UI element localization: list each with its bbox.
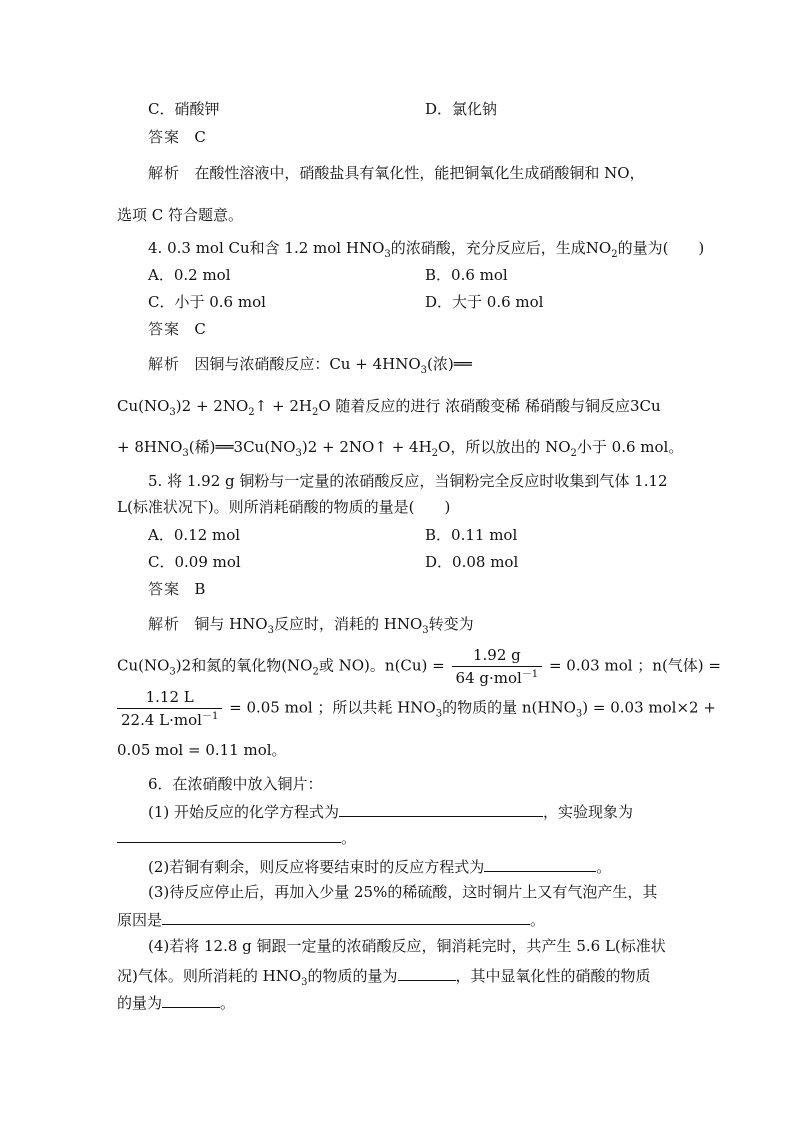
answer-value: B (194, 580, 206, 598)
equation-part: )2 (301, 438, 318, 456)
q6-text: 。 (220, 994, 236, 1012)
equation-part: + 8HNO (117, 438, 183, 456)
subscript: 3 (169, 407, 176, 418)
answer-blank[interactable] (339, 800, 543, 817)
subscript: 3 (295, 448, 302, 459)
subscript: 3 (422, 625, 429, 636)
fraction-gas (117, 688, 222, 729)
subscript: 2 (311, 407, 319, 418)
q6-stem: 6．在浓硝酸中放入铜片： (148, 775, 323, 793)
q5-analysis-line-1 (148, 614, 474, 634)
superscript: －1 (201, 711, 219, 722)
answer-blank[interactable] (162, 991, 220, 1008)
q6-text: ，实验现象为 (543, 803, 634, 821)
answer-blank[interactable] (398, 964, 456, 981)
answer-blank[interactable] (484, 855, 596, 872)
q4-answer (148, 319, 206, 339)
q6-part-3: (3)待反应停止后，再加入少量 25%的稀硫酸，这时铜片上又有气泡产生，其 (148, 883, 658, 901)
answer-blank[interactable] (162, 908, 530, 925)
q3-analysis-line-1 (148, 163, 645, 183)
equation-part: )2 (175, 397, 192, 415)
q6-text: ，其中显氧化性的硝酸的物质 (455, 967, 651, 985)
subscript: 3 (182, 448, 189, 459)
q4-stem-part: 的浓硝酸，充分反应后，生成NO (390, 239, 612, 257)
analysis-text: Cu(NO (117, 656, 170, 675)
q5-stem-line-2: L(标准状况下)。则所消耗硝酸的物质的量是( ) (117, 498, 451, 516)
equation-part: Cu(NO (117, 397, 170, 415)
equation-part: 因铜与浓硝酸反应：Cu + 4HNO (194, 355, 421, 373)
q3-option-c: C．硝酸钾 (148, 100, 220, 118)
q6-text: 。 (341, 829, 357, 847)
analysis-label: 解析 (148, 615, 181, 633)
q4-option-d: D．大于 0.6 mol (425, 293, 544, 311)
subscript: 3 (169, 666, 176, 678)
q5-analysis-line-2 (117, 646, 721, 687)
q4-stem-part: 4. 0.3 mol Cu和含 1.2 mol HNO (148, 239, 385, 257)
answer-value: C (194, 320, 206, 338)
q6-text: 的物质的量为 (307, 967, 398, 985)
analysis-label: 解析 (148, 164, 181, 182)
q5-analysis-line-4: 0.05 mol = 0.11 mol。 (117, 741, 287, 759)
subscript: 2 (248, 407, 255, 418)
q4-option-b: B．0.6 mol (425, 266, 508, 284)
fraction-denominator (117, 709, 222, 729)
subscript: 3 (267, 625, 274, 636)
answer-label: 答案 (148, 320, 181, 338)
q4-option-a: A．0.2 mol (148, 266, 231, 284)
subscript: 3 (420, 365, 427, 376)
q5-option-b: B．0.11 mol (425, 526, 518, 544)
fraction-denominator-text: 22.4 L·mol (121, 711, 202, 729)
q5-option-c: C．0.09 mol (148, 553, 241, 571)
analysis-text: 在酸性溶液中，硝酸盐具有氧化性，能把铜氧化生成硝酸铜和 NO， (194, 164, 645, 182)
analysis-text: 反应时，消耗的 HNO (273, 615, 423, 633)
analysis-text: ) = 0.03 mol×2 + (582, 698, 716, 717)
analysis-text: 铜与 HNO (194, 615, 268, 633)
q6-part-2 (148, 855, 611, 877)
q6-part-4-cont (117, 964, 651, 986)
q6-part-4: (4)若将 12.8 g 铜跟一定量的浓硝酸反应，铜消耗完时，共产生 5.6 L(标准状 (148, 937, 666, 955)
subscript: 3 (301, 977, 308, 988)
q5-stem-line-1: 5. 将 1.92 g 铜粉与一定量的浓硝酸反应，当铜粉完全反应时收集到气体 1.12 (148, 472, 668, 490)
superscript: －1 (521, 669, 539, 680)
q6-text: (2)若铜有剩余，则反应将要结束时的反应方程式为 (148, 858, 485, 876)
analysis-text: 和氮的氧化物(NO (191, 656, 313, 675)
subscript: 2 (611, 249, 618, 260)
q4-stem-part: 的量为( ) (617, 239, 705, 257)
q5-answer (148, 579, 205, 599)
answer-value: C (194, 128, 206, 146)
subscript: 3 (435, 708, 443, 720)
analysis-text: )2 (175, 656, 192, 675)
q4-option-c: C．小于 0.6 mol (148, 293, 266, 311)
q4-analysis-line-1 (148, 354, 472, 374)
equation-part: ↑ + 2H (254, 397, 312, 415)
analysis-text: 或 NO)。n(Cu) = (318, 656, 445, 675)
q6-text: 原因是 (117, 911, 163, 929)
q3-analysis-line-2: 选项 C 符合题意。 (117, 206, 244, 224)
q5-option-a: A．0.12 mol (148, 526, 241, 544)
equation-part: (浓)══ (427, 355, 472, 373)
q6-text: 。 (530, 911, 546, 929)
q4-analysis-line-3 (117, 437, 683, 457)
q5-analysis-line-3 (117, 688, 716, 729)
equation-part: + 2NO↑ + 4H (317, 438, 432, 456)
fraction-numerator: 1.12 L (117, 688, 222, 709)
q6-part-3-cont (117, 908, 545, 930)
answer-blank[interactable] (117, 826, 341, 843)
fraction-numerator: 1.92 g (452, 646, 543, 667)
subscript: 2 (312, 666, 319, 678)
analysis-text: 的物质的量 n(HNO (442, 698, 576, 717)
q5-option-d: D．0.08 mol (425, 553, 519, 571)
q3-option-d: D．氯化钠 (425, 100, 498, 118)
q6-part-4-end (117, 991, 235, 1013)
equation-part: + 2NO (191, 397, 249, 415)
answer-label: 答案 (148, 580, 181, 598)
q6-part-1-cont (117, 826, 356, 848)
answer-label: 答案 (148, 128, 181, 146)
equation-part: O，所以放出的 NO (438, 438, 571, 456)
fraction-cu (452, 646, 543, 687)
subscript: 3 (575, 708, 583, 720)
analysis-text: = 0.05 mol ；所以共耗 HNO (229, 698, 436, 717)
analysis-label: 解析 (148, 355, 181, 373)
q6-text: 的量为 (117, 994, 163, 1012)
fraction-denominator-text: 64 g·mol (455, 669, 522, 687)
q4-stem (148, 238, 704, 258)
subscript: 3 (384, 249, 391, 260)
subscript: 2 (570, 448, 577, 459)
equation-part: (稀)══3Cu(NO (188, 438, 296, 456)
q4-analysis-line-2 (117, 396, 661, 416)
q6-text: 。 (596, 858, 612, 876)
q6-text: (1) 开始反应的化学方程式为 (148, 803, 340, 821)
analysis-text: 转变为 (428, 615, 474, 633)
equation-part: O 随着反应的进行 浓硝酸变稀 稀硝酸与铜反应3Cu (318, 397, 661, 415)
q6-text: 况)气体。则所消耗的 HNO (117, 967, 302, 985)
q3-answer (148, 127, 206, 147)
subscript: 2 (431, 448, 439, 459)
equation-part: 小于 0.6 mol。 (576, 438, 684, 456)
q6-part-1 (148, 800, 633, 822)
fraction-denominator (452, 667, 543, 687)
analysis-text: = 0.03 mol ；n(气体) = (548, 656, 721, 675)
